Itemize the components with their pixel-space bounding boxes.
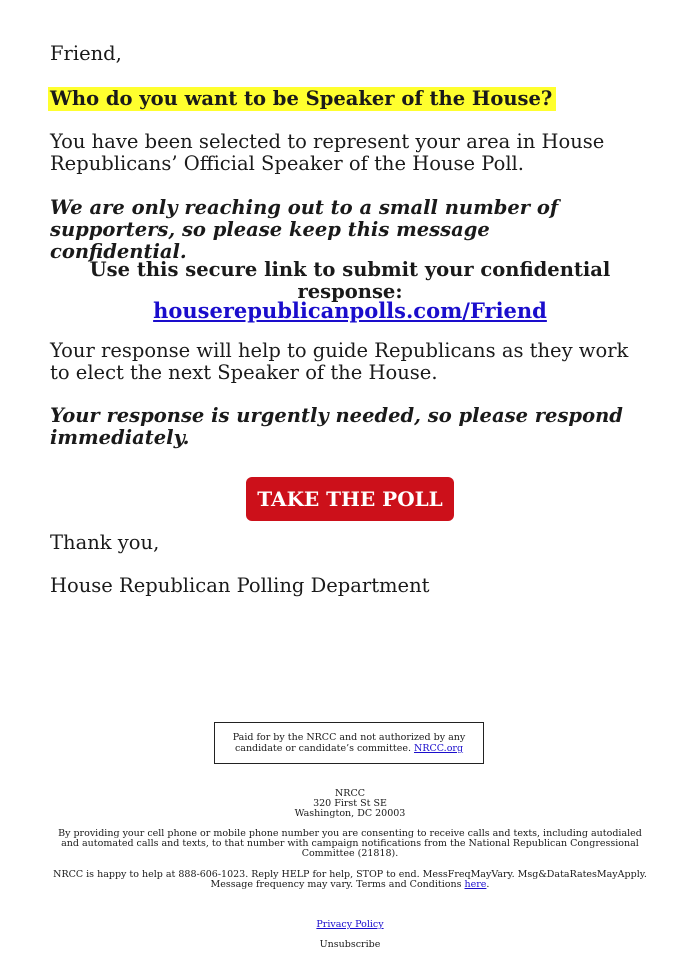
poll-link-row [50, 299, 650, 323]
signature: House Republican Polling Department [50, 574, 430, 597]
unsubscribe-link[interactable]: Unsubscribe [319, 939, 381, 950]
address-line-1: 320 First St SE [313, 798, 387, 809]
consent-text: By providing your cell phone or mobile phone number you are consenting to receive calls and texts, including autodialed and automated calls and texts, to that number with campaign notifications from the National Republican Congressional Committee (21818). [58, 828, 642, 859]
footer-address [50, 789, 650, 819]
disclaimer-text: Paid for by the NRCC and not authorized by any candidate or candidate’s committee. [232, 732, 466, 754]
address-line-2: Washington, DC 20003 [294, 808, 406, 819]
headline: Who do you want to be Speaker of the House? [48, 87, 556, 111]
privacy-policy-link[interactable]: Privacy Policy [316, 919, 384, 930]
greeting: Friend, [50, 42, 122, 65]
terms-link[interactable]: here [464, 879, 487, 890]
intro-paragraph: You have been selected to represent your area in House Republicans’ Official Speaker of the House Poll. [50, 130, 605, 175]
help-text-block: NRCC is happy to help at 888-606-1023. Reply HELP for help, STOP to end. MessFreqMayVary. Msg&DataRatesMayApply. Message frequency may vary. Terms and Conditions here. [53, 869, 647, 890]
take-poll-button[interactable]: TAKE THE POLL [246, 477, 453, 521]
secure-link-prompt: Use this secure link to submit your confidential response: [89, 258, 611, 303]
cta-row [50, 477, 650, 521]
poll-link[interactable]: houserepublicanpolls.com/Friend [153, 298, 547, 323]
purpose-paragraph: Your response will help to guide Republicans as they work to elect the next Speaker of the House. [50, 339, 629, 384]
privacy-row [50, 920, 650, 930]
help-text: NRCC is happy to help at 888-606-1023. Reply HELP for help, STOP to end. MessFreqMayVary. Msg&DataRatesMayApply. Message frequency may vary. Terms and Conditions [53, 869, 647, 890]
org-name: NRCC [334, 788, 365, 799]
urgency-notice: Your response is urgently needed, so please respond immediately. [50, 404, 623, 449]
paid-for-disclaimer [214, 722, 484, 764]
confidential-notice: We are only reaching out to a small number of supporters, so please keep this message confidential. [50, 196, 559, 263]
closing: Thank you, [50, 531, 160, 554]
nrcc-link[interactable]: NRCC.org [414, 743, 464, 754]
